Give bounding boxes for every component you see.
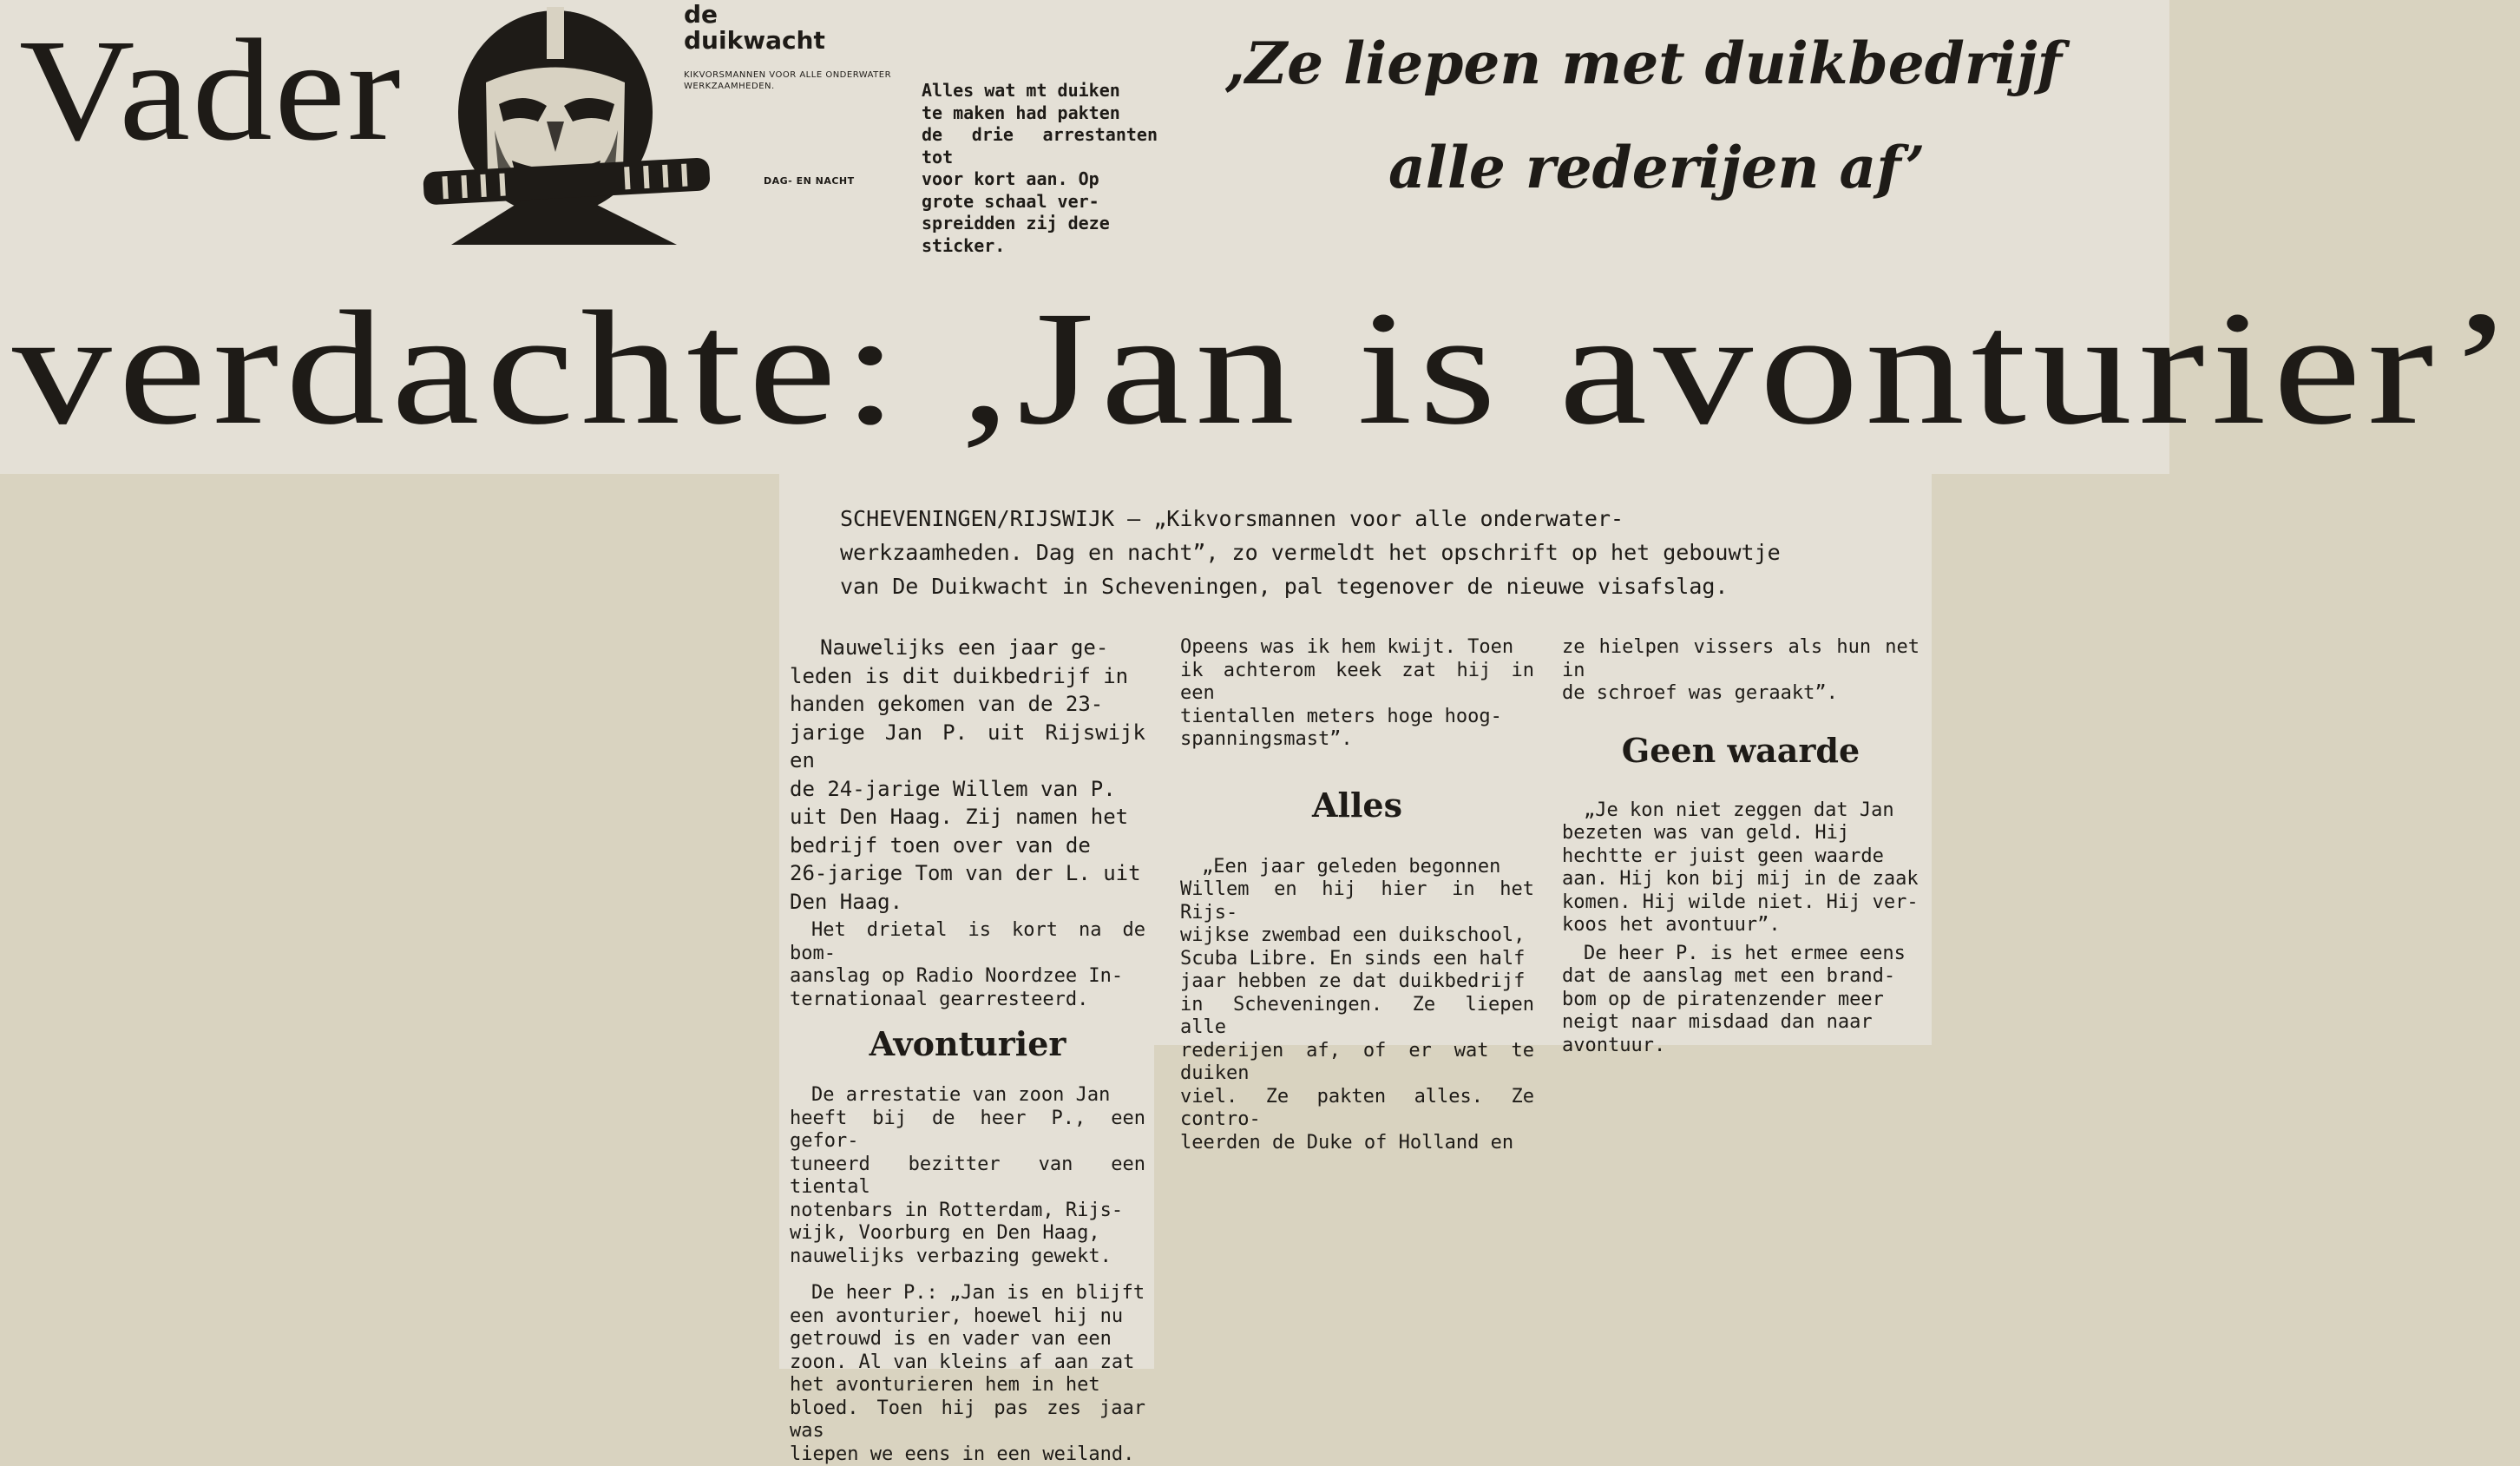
logo-tagline: KIKVORSMANNEN VOOR ALLE ONDERWATER WERKZAAMHEDEN.: [684, 70, 892, 91]
headline-line2: verdachte: ,Jan is avonturier’: [12, 277, 2520, 458]
column-1: [790, 634, 1145, 1466]
col2-paragraph-1: Opeens was ik hem kwijt. Toen ik achterom keek zat hij in een tientallen meters hoge hoog- spanningsmast”.: [1180, 636, 1534, 750]
column-2: [1180, 636, 1534, 1154]
col1-paragraph-1: Nauwelijks een jaar ge- leden is dit duikbedrijf in handen gekomen van de 23- jarige Jan P. uit Rijswijk en de 24-jarige Willem van P. uit Den Haag. Zij namen het bedrijf toen over van de 26-jarige Tom van der L. uit Den Haag.: [790, 635, 1145, 914]
quote-headline-line1: ,Ze liepen met duikbedrijf: [1225, 30, 2062, 97]
subhead-geen-waarde: Geen waarde: [1621, 730, 1860, 770]
col3-paragraph-2: „Je kon niet zeggen dat Jan bezeten was van geld. Hij hechtte er juist geen waarde aan. Hij kon bij mij in de zaak komen. Hij wilde niet. Hij ver- koos het avontuur”.: [1562, 799, 1919, 936]
col1-paragraph-3: De arrestatie van zoon Jan heeft bij de heer P., een gefor- tuneerd bezitter van een tiental notenbars in Rotterdam, Rijs- wijk, Voorburg en Den Haag, nauwelijks verbazing gewekt.: [790, 1084, 1145, 1267]
subhead-avonturier: Avonturier: [869, 1024, 1066, 1063]
quote-headline-line2: alle rederijen af’: [1388, 134, 1926, 201]
col1-paragraph-2: Het drietal is kort na de bom- aanslag op Radio Noordzee In- ternationaal gearresteerd.: [790, 919, 1145, 1010]
col3-paragraph-1: ze hielpen vissers als hun net in de schroef was geraakt”.: [1562, 636, 1920, 704]
logo-name: de duikwacht: [684, 0, 825, 55]
column-3: [1562, 636, 1920, 1057]
article-lead: SCHEVENINGEN/RIJSWIJK — „Kikvorsmannen voor alle onderwater- werkzaamheden. Dag en nacht”, zo vermeldt het opschrift op het gebouwtje van De Duikwacht in Scheveningen, pal tegenover de nieuwe visafslag.: [840, 506, 1781, 599]
col1-paragraph-4: De heer P.: „Jan is en blijft een avonturier, hoewel hij nu getrouwd is en vader van een zoon. Al van kleins af aan zat het avonturieren hem in het bloed. Toen hij pas zes jaar was liepen we eens in een weiland.: [790, 1282, 1145, 1465]
logo-hours: DAG- EN NACHT: [764, 175, 855, 187]
col2-paragraph-2: „Een jaar geleden begonnen Willem en hij hier in het Rijs- wijkse zwembad een duikschool, Scuba Libre. En sinds een half jaar hebben ze dat duikbedrijf in Scheveningen. Ze liepen alle rederijen af, of er wat te duiken viel. Ze pakten alles. Ze contro- leerden de Duke of Holland en: [1180, 855, 1534, 1154]
col3-paragraph-3: De heer P. is het ermee eens dat de aanslag met een brand- bom op de piratenzender meer neigt naar misdaad dan naar avontuur.: [1562, 942, 1906, 1056]
diver-helmet-logo-icon: [417, 0, 720, 245]
headline-line1: Vader: [19, 10, 403, 171]
subhead-alles: Alles: [1312, 785, 1402, 825]
sticker-caption: Alles wat mt duiken te maken had pakten de drie arrestanten tot voor kort aan. Op grote schaal ver- spreidden zij deze sticker.: [922, 80, 1158, 256]
